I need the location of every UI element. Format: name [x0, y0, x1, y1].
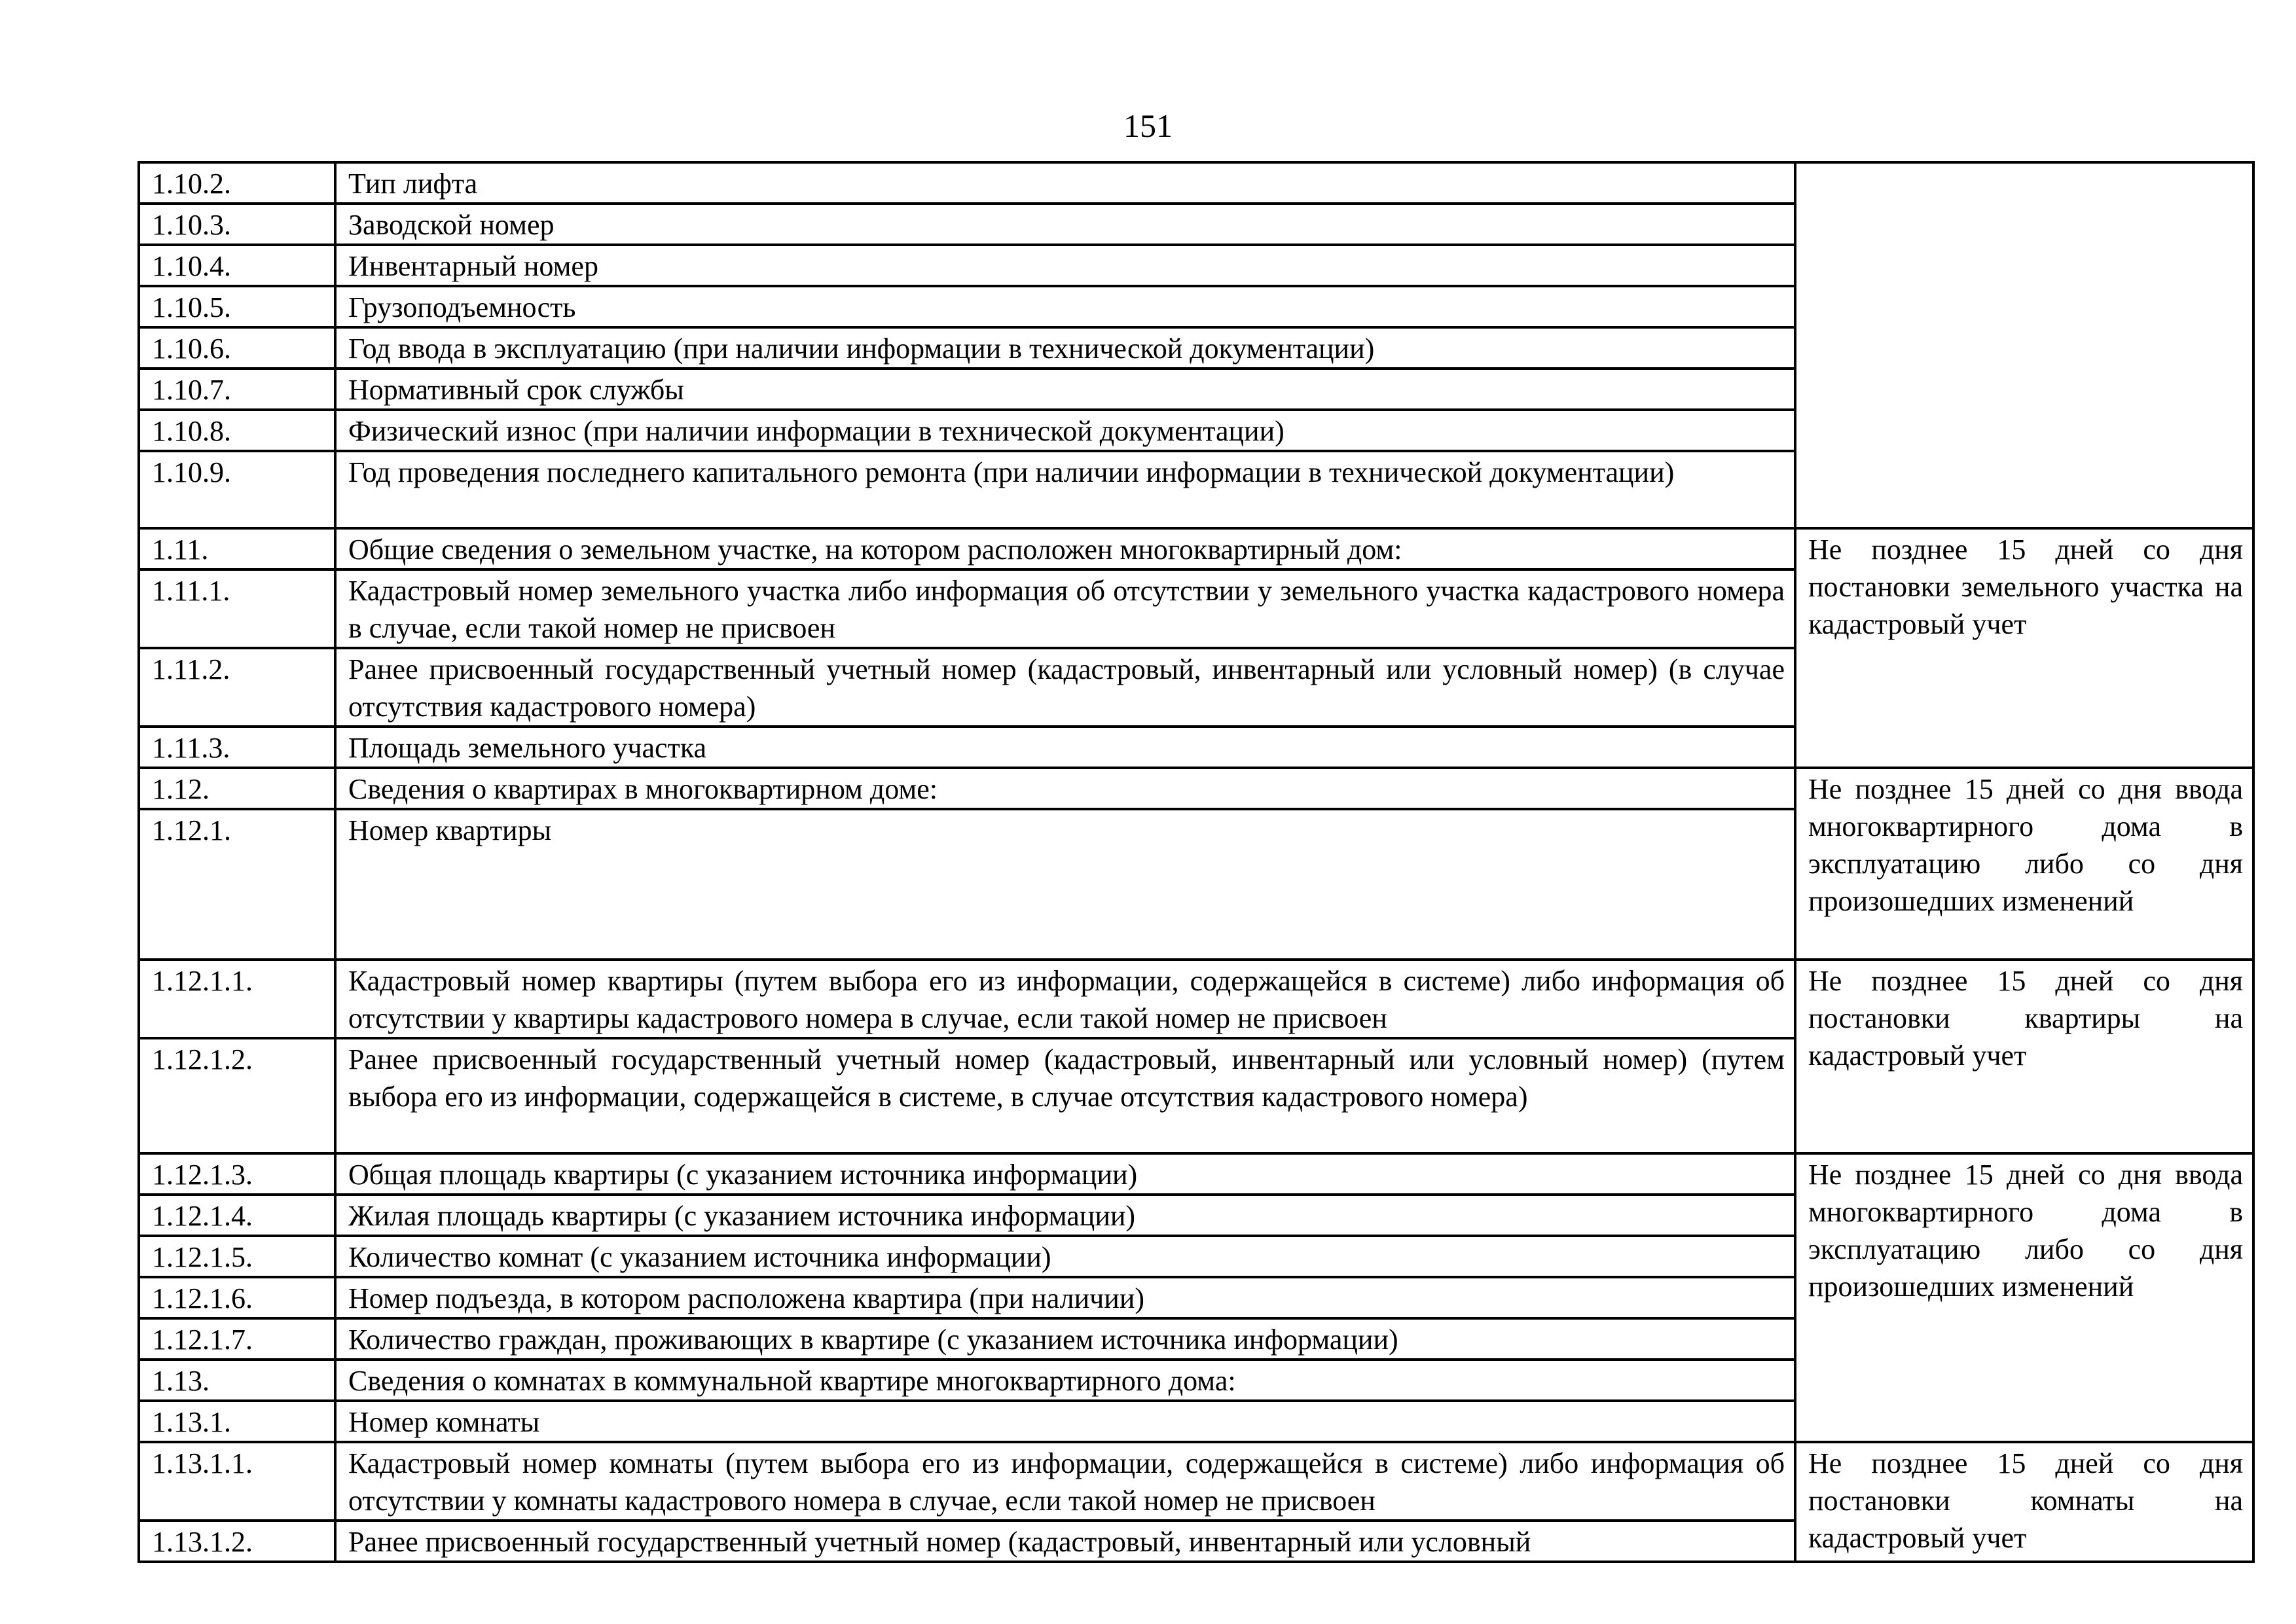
item-description: Кадастровый номер комнаты (путем выбора его из информации, содержащейся в системе) либо информация об отсутствии у комнаты кадастрового номера в случае, если такой номер не присвоен: [335, 1442, 1795, 1521]
item-description: Общая площадь квартиры (с указанием источника информации): [335, 1153, 1795, 1195]
item-number: 1.11.: [139, 528, 335, 569]
item-number: 1.13.1.: [139, 1401, 335, 1442]
item-number: 1.12.1.4.: [139, 1195, 335, 1236]
item-number: 1.12.: [139, 768, 335, 809]
table-row: [139, 528, 2253, 569]
item-number: 1.12.1.7.: [139, 1318, 335, 1360]
item-number: 1.12.1.2.: [139, 1038, 335, 1153]
page-number: 151: [1123, 107, 1173, 144]
item-number: 1.13.: [139, 1360, 335, 1401]
item-description: Сведения о квартирах в многоквартирном доме:: [335, 768, 1795, 809]
table-row: [139, 1442, 2253, 1521]
table-row: [139, 162, 2253, 204]
item-description: Сведения о комнатах в коммунальной квартире многоквартирного дома:: [335, 1360, 1795, 1401]
item-number: 1.12.1.: [139, 809, 335, 960]
item-number: 1.10.9.: [139, 451, 335, 528]
item-description: Грузоподъемность: [335, 286, 1795, 327]
item-description: Заводской номер: [335, 204, 1795, 245]
item-number: 1.12.1.5.: [139, 1236, 335, 1277]
item-number: 1.10.5.: [139, 286, 335, 327]
item-number: 1.13.1.2.: [139, 1521, 335, 1562]
item-description: Кадастровый номер земельного участка либо информация об отсутствии у земельного участка кадастрового номера в случае, если такой номер не присвоен: [335, 569, 1795, 648]
item-number: 1.11.3.: [139, 727, 335, 768]
table-row: [139, 960, 2253, 1038]
item-number: 1.10.6.: [139, 327, 335, 369]
item-description: Ранее присвоенный государственный учетный номер (кадастровый, инвентарный или условный: [335, 1521, 1795, 1562]
deadline-cell: Не позднее 15 дней со дня постановки квартиры на кадастровый учет: [1795, 960, 2253, 1153]
item-number: 1.12.1.3.: [139, 1153, 335, 1195]
item-description: Тип лифта: [335, 162, 1795, 204]
item-number: 1.10.7.: [139, 369, 335, 410]
item-description: Количество граждан, проживающих в квартире (с указанием источника информации): [335, 1318, 1795, 1360]
table-row: [139, 768, 2253, 809]
item-number: 1.12.1.6.: [139, 1277, 335, 1318]
item-description: Физический износ (при наличии информации в технической документации): [335, 410, 1795, 451]
deadline-cell: [1795, 162, 2253, 528]
item-description: Номер комнаты: [335, 1401, 1795, 1442]
deadline-cell: Не позднее 15 дней со дня ввода многоквартирного дома в эксплуатацию либо со дня произошедших изменений: [1795, 1153, 2253, 1442]
item-description: Нормативный срок службы: [335, 369, 1795, 410]
item-number: 1.12.1.1.: [139, 960, 335, 1038]
item-description: Номер подъезда, в котором расположена квартира (при наличии): [335, 1277, 1795, 1318]
item-description: Ранее присвоенный государственный учетный номер (кадастровый, инвентарный или условный номер) (в случае отсутствия кадастрового номера): [335, 648, 1795, 727]
item-description: Площадь земельного участка: [335, 727, 1795, 768]
item-description: Год проведения последнего капитального ремонта (при наличии информации в технической документации): [335, 451, 1795, 528]
item-description: Жилая площадь квартиры (с указанием источника информации): [335, 1195, 1795, 1236]
item-description: Инвентарный номер: [335, 245, 1795, 286]
table-row: [139, 1153, 2253, 1195]
deadline-cell: Не позднее 15 дней со дня постановки комнаты на кадастровый учет: [1795, 1442, 2253, 1562]
item-number: 1.10.3.: [139, 204, 335, 245]
item-description: Общие сведения о земельном участке, на котором расположен многоквартирный дом:: [335, 528, 1795, 569]
item-number: 1.13.1.1.: [139, 1442, 335, 1521]
item-description: Год ввода в эксплуатацию (при наличии информации в технической документации): [335, 327, 1795, 369]
requirements-table: [137, 161, 2255, 1563]
item-description: Количество комнат (с указанием источника информации): [335, 1236, 1795, 1277]
item-number: 1.10.4.: [139, 245, 335, 286]
item-description: Ранее присвоенный государственный учетный номер (кадастровый, инвентарный или условный номер) (путем выбора его из информации, содержащейся в системе, в случае отсутствия кадастрового номера): [335, 1038, 1795, 1153]
item-number: 1.11.2.: [139, 648, 335, 727]
item-number: 1.10.8.: [139, 410, 335, 451]
item-number: 1.10.2.: [139, 162, 335, 204]
item-description: Номер квартиры: [335, 809, 1795, 960]
item-description: Кадастровый номер квартиры (путем выбора его из информации, содержащейся в системе) либо информация об отсутствии у квартиры кадастрового номера в случае, если такой номер не присвоен: [335, 960, 1795, 1038]
deadline-cell: Не позднее 15 дней со дня ввода многоквартирного дома в эксплуатацию либо со дня произошедших изменений: [1795, 768, 2253, 960]
deadline-cell: Не позднее 15 дней со дня постановки земельного участка на кадастровый учет: [1795, 528, 2253, 768]
item-number: 1.11.1.: [139, 569, 335, 648]
